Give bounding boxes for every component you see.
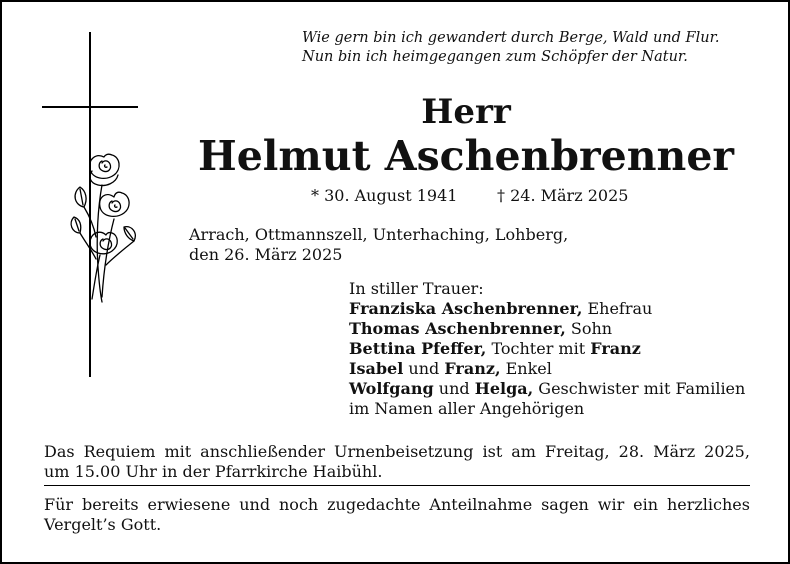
mourner-relation: Enkel [500,359,552,378]
thanks-word: Anteilnahme [429,495,533,514]
date-line: den 26. März 2025 [189,245,343,264]
mourner-line [349,379,745,399]
mourner-name: Bettina Pfeffer, [349,339,487,358]
mourner-name: Franz [590,339,641,358]
thanks-word: herzliches [666,495,750,514]
requiem-word: 28. [618,442,645,461]
mourners-list [349,279,745,419]
mourners-heading: In stiller Trauer: [349,279,484,298]
thanks-line: Vergelt’s Gott. [44,515,162,534]
thanks-word: und [239,495,271,514]
thanks-line [44,495,750,515]
thanks-word: erwiesene [147,495,231,514]
mourner-name: Franz, [444,359,501,378]
requiem-line [44,442,750,462]
mourners-closing: im Namen aller Angehörigen [349,399,585,418]
mourner-name: Helga, [474,379,534,398]
poem-line: Wie gern bin ich gewandert durch Berge, Wald und Flur. [302,30,720,46]
thanks-word: sagen [541,495,589,514]
thanks-word: zugedachte [327,495,421,514]
birth-date: * 30. August 1941 [311,186,458,205]
mourner-relation: Tochter mit [486,339,591,358]
mourner-name: Franziska Aschenbrenner, [349,299,583,318]
death-date: † 24. März 2025 [497,186,629,205]
thanks-word: Für [44,495,74,514]
requiem-word: am [511,442,536,461]
mourner-relation: Sohn [565,319,613,338]
place-line: Arrach, Ottmannszell, Unterhaching, Lohberg, [189,225,569,244]
divider [44,485,750,486]
mourner-name: Isabel [349,359,404,378]
requiem-word: Das [44,442,75,461]
thanks-word: bereits [81,495,139,514]
mourner-name: Wolfgang [349,379,434,398]
thanks-word: wir [597,495,625,514]
mourner-line [349,339,745,359]
mourner-name: Thomas Aschenbrenner, [349,319,566,338]
requiem-word: mit [164,442,192,461]
thanks-word: noch [279,495,319,514]
thanks-notice [44,495,750,535]
mourner-relation: und [433,379,475,398]
mourner-line [349,359,745,379]
mourner-line [349,299,745,319]
requiem-word: Urnenbeisetzung [334,442,474,461]
requiem-word: 2025, [704,442,750,461]
thanks-word: ein [633,495,659,514]
mourner-relation: Ehefrau [582,299,653,318]
mourner-line [349,319,745,339]
place-and-date [189,225,568,265]
mourner-relation: Geschwister mit Familien [533,379,746,398]
requiem-word: März [653,442,696,461]
poem-line: Nun bin ich heimgegangen zum Schöpfer der Natur. [302,49,688,65]
deceased-name: Helmut Aschenbrenner [197,132,735,180]
requiem-word: ist [482,442,503,461]
requiem-word: anschließender [200,442,326,461]
requiem-notice [44,442,750,482]
salutation: Herr [421,92,511,132]
mourner-relation: und [403,359,445,378]
requiem-word: Requiem [83,442,156,461]
requiem-word: Freitag, [545,442,610,461]
requiem-line: um 15.00 Uhr in der Pfarrkirche Haibühl. [44,462,383,481]
memorial-poem [302,29,772,67]
